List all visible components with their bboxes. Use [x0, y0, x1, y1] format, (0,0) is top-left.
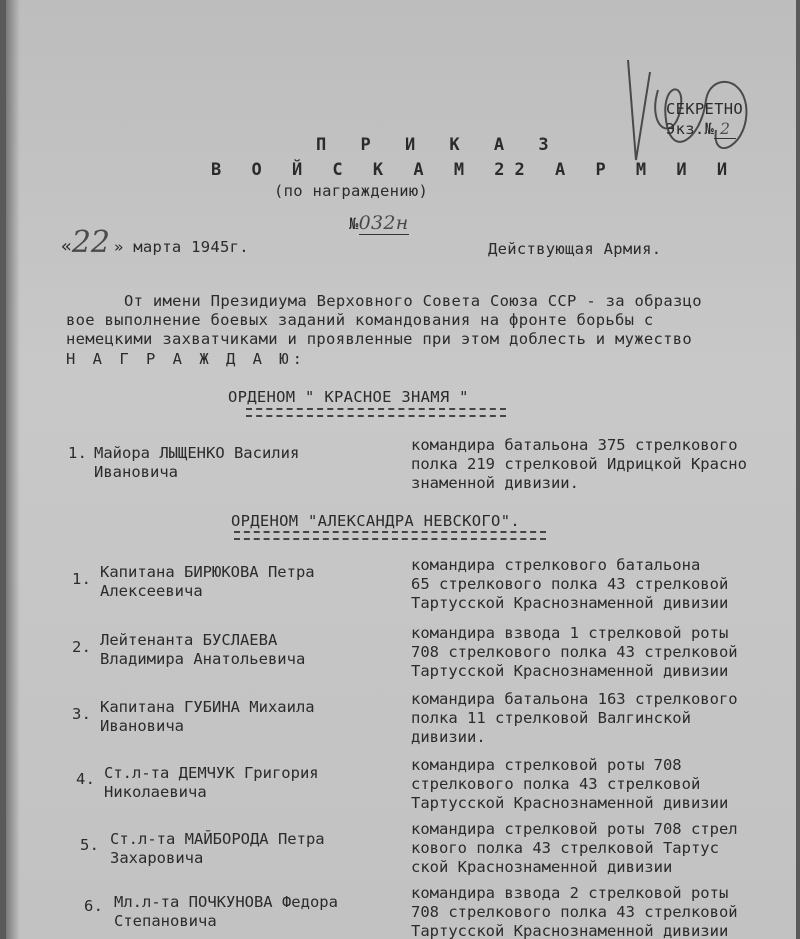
entry-name: Лейтенанта БУСЛАЕВА Владимира Анатольевича — [100, 631, 306, 668]
entry-unit: командира стрелкового батальона 65 стрелкового полка 43 стрелковой Тартусской Краснознаменной дивизии — [411, 556, 729, 612]
copy-label: Экз.№ 2 — [666, 120, 736, 138]
heading-underline — [234, 531, 546, 540]
entry-number: 3. — [72, 705, 92, 723]
order-place: Действующая Армия. — [488, 240, 662, 258]
page-edge-shadow — [6, 0, 20, 939]
entry-unit: командира стрелковой роты 708 стрел кового полка 43 стрелковой Тартус ской Краснознаменной дивизии — [411, 820, 738, 876]
entry-number: 6. — [84, 897, 104, 915]
entry-unit: командира батальона 375 стрелкового полка 219 стрелковой Идрицкой Красно знаменной дивизии. — [411, 436, 747, 492]
order-subtitle: В О Й С К А М 22 А Р М И И — [211, 160, 738, 180]
entry-name: Майора ЛЫЩЕНКО Василия Ивановича — [94, 444, 300, 481]
section-heading: ОРДЕНОМ " КРАСНОЕ ЗНАМЯ " — [228, 388, 469, 406]
entry-number: 1. — [68, 444, 88, 462]
entry-name: Ст.л-та ДЕМЧУК Григория Николаевича — [104, 764, 319, 801]
secret-stamp: СЕКРЕТНО — [666, 100, 744, 118]
section-heading: ОРДЕНОМ "АЛЕКСАНДРА НЕВСКОГО". — [231, 512, 520, 530]
entry-number: 1. — [72, 570, 92, 588]
entry-number: 5. — [80, 836, 100, 854]
order-date: «22 » марта 1945г. — [61, 225, 249, 260]
preamble-line: вое выполнение боевых заданий командования на фронте борьбы с — [66, 311, 654, 329]
order-title: П Р И К А З — [316, 135, 561, 155]
preamble-line: немецкими захватчиками и проявленные при этом доблесть и мужество — [66, 330, 693, 348]
entry-unit: командира стрелковой роты 708 стрелкового полка 43 стрелковой Тартусской Краснознаменной дивизии — [411, 756, 729, 812]
entry-name: Капитана ГУБИНА Михаила Ивановича — [100, 698, 315, 735]
preamble-award-word: Н А Г Р А Ж Д А Ю: — [66, 350, 306, 368]
heading-underline — [246, 408, 506, 417]
order-subject: (по награждению) — [274, 182, 429, 200]
entry-name: Мл.л-та ПОЧКУНОВА Федора Степановича — [114, 893, 338, 930]
document-page — [6, 0, 796, 939]
entry-name: Ст.л-та МАЙБОРОДА Петра Захаровича — [110, 830, 325, 867]
entry-unit: командира взвода 2 стрелковой роты 708 стрелкового полка 43 стрелковой Тартусской Краснознаменной дивизии — [411, 884, 738, 939]
order-number: №032н — [349, 212, 409, 234]
entry-number: 4. — [76, 770, 96, 788]
entry-name: Капитана БИРЮКОВА Петра Алексеевича — [100, 563, 315, 600]
entry-unit: командира взвода 1 стрелковой роты 708 стрелкового полка 43 стрелковой Тартусской Краснознаменной дивизии — [411, 624, 738, 680]
entry-unit: командира батальона 163 стрелкового полка 11 стрелковой Валгинской дивизии. — [411, 690, 738, 746]
preamble-line: От имени Президиума Верховного Совета Союза ССР - за образцо — [124, 292, 702, 310]
entry-number: 2. — [72, 638, 92, 656]
